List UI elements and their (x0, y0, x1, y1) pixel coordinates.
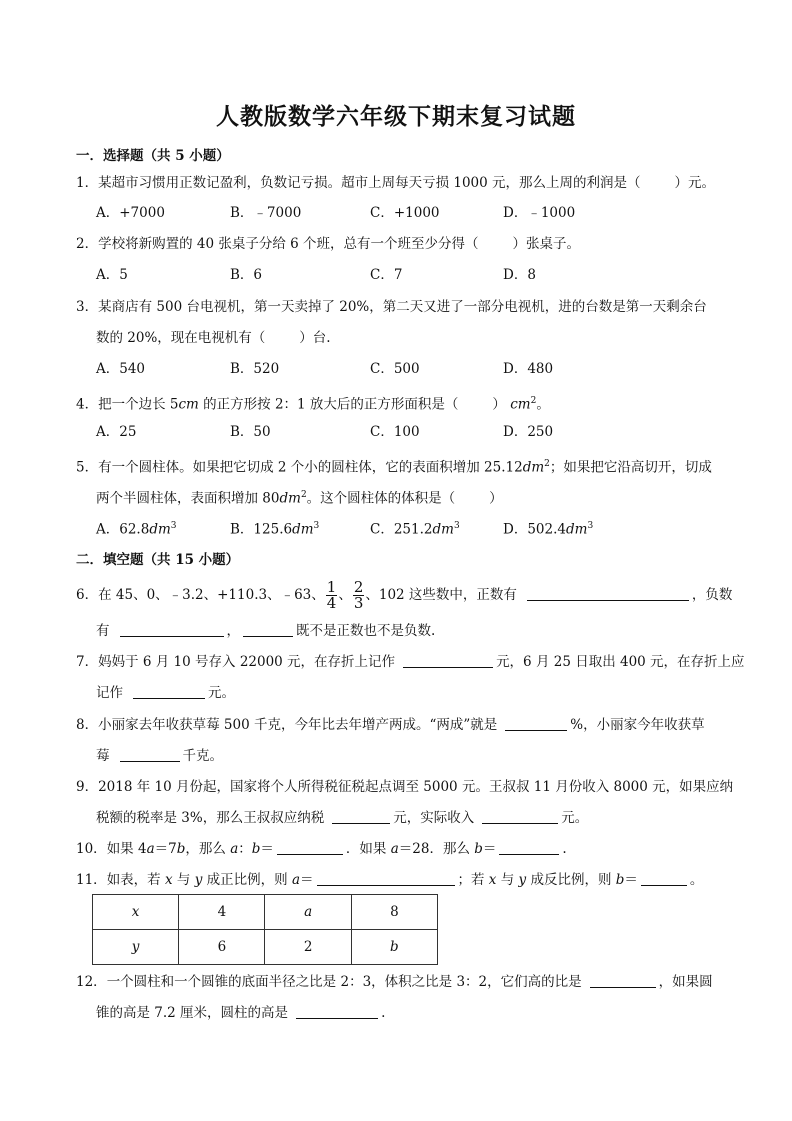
option-a[interactable]: A．5 (96, 267, 128, 283)
question-text: 2018 年 10 月份起，国家将个人所得税征税起点调至 5000 元。王叔叔 11 月份收入 8000 元，如果应纳 (98, 779, 734, 795)
question-text: 有 (96, 623, 110, 639)
question-text: 在 45、0、﹣3.2、+110.3、﹣63、 (98, 587, 325, 603)
question-number: 4． (76, 396, 99, 413)
unit: cm (178, 396, 199, 413)
question-number: 11． (76, 872, 107, 888)
table-row (93, 930, 438, 965)
answer-blank[interactable] (243, 622, 293, 637)
question-text: 莓 (96, 748, 110, 764)
option-c[interactable]: C．7 (370, 267, 403, 283)
question-text: 税额的税率是 3%，那么王叔叔应纳税 (96, 810, 325, 826)
question-text: ）张桌子。 (512, 236, 581, 252)
question-text: 。 (536, 396, 550, 413)
question-7-cont (96, 683, 235, 703)
option-b[interactable]: B．﹣7000 (230, 205, 302, 221)
unit: dm (522, 459, 545, 476)
question-9 (76, 777, 733, 797)
section-heading-choice: 一．选择题（共 5 小题） (76, 148, 230, 164)
question-text: 妈妈于 6 月 10 号存入 22000 元，在存折上记作 (98, 654, 396, 670)
fraction-one-quarter: $\frac{1}{4}$ (326, 578, 337, 612)
question-text: ）台. (299, 330, 331, 346)
page-title: 人教版数学六年级下期末复习试题 (216, 103, 576, 130)
question-1 (76, 173, 715, 193)
question-text: ） (489, 490, 503, 507)
question-text: 锥的高是 7.2 厘米，圆柱的高是 (96, 1005, 289, 1021)
answer-blank[interactable] (641, 871, 687, 886)
option-d[interactable]: D．8 (503, 267, 536, 283)
option-b[interactable]: B．$125.6dm^3$ (230, 521, 320, 538)
superscript: 2 (544, 459, 550, 469)
option-d[interactable]: D．250 (503, 424, 554, 440)
question-text: 元，6 月 25 日取出 400 元，在存折上应 (496, 654, 745, 670)
question-text: 元，实际收入 (393, 810, 475, 826)
answer-blank[interactable] (590, 973, 656, 988)
question-number: 10． (76, 841, 107, 857)
question-text: 、102 这些数中，正数有 (365, 587, 517, 603)
question-3 (76, 297, 707, 317)
question-6: 6．在 45、0、﹣3.2、+110.3、﹣63、 $\frac{1}{4}$ 、 $\frac{2}{3}$ 、102 这些数中，正数有 ，负数 (76, 578, 733, 612)
option-d[interactable]: D．﹣1000 (503, 205, 576, 221)
option-d[interactable]: D．$502.4dm^3$ (503, 521, 594, 538)
question-6-cont (96, 621, 435, 641)
question-text: ， (226, 623, 240, 639)
question-5 (76, 454, 712, 478)
question-text: 千克。 (182, 748, 223, 764)
question-number: 1． (76, 175, 99, 191)
question-text: 某超市习惯用正数记盈利，负数记亏损。超市上周每天亏损 1000 元，那么上周的利润是（ (98, 175, 641, 191)
answer-blank[interactable] (332, 809, 390, 824)
question-4 (76, 391, 550, 415)
question-text: 的正方形按 2：1 放大后的正方形面积是（ (198, 396, 459, 413)
fraction-two-thirds: $\frac{2}{3}$ (353, 578, 364, 612)
question-text: 既不是正数也不是负数. (296, 623, 436, 639)
question-text: ）元。 (674, 175, 716, 191)
question-text: 记作 (96, 685, 123, 701)
question-text: ；如果把它沿高切开，切成 (549, 459, 712, 476)
question-text: 某商店有 500 台电视机，第一天卖掉了 20%，第二天又进了一部分电视机，进的台数是第一天剩余台 (98, 299, 707, 315)
answer-blank[interactable] (277, 840, 343, 855)
table-cell: 2 (265, 930, 351, 965)
question-2 (76, 234, 580, 254)
question-number: 12． (76, 974, 107, 990)
question-text: 有一个圆柱体。如果把它切成 2 个小的圆柱体，它的表面积增加 25.12 (98, 459, 523, 476)
option-a[interactable]: A．$62.8dm^3$ (96, 521, 177, 538)
question-number: 3． (76, 299, 99, 315)
table-cell: b (351, 930, 437, 965)
question-text: 学校将新购置的 40 张桌子分给 6 个班，总有一个班至少分得（ (98, 236, 479, 252)
question-number: 8． (76, 717, 99, 733)
option-d[interactable]: D．480 (503, 361, 554, 377)
table-row (93, 895, 438, 930)
question-text: . (381, 1005, 386, 1021)
question-text: %，小丽家今年收获草 (570, 717, 705, 733)
table-cell: 8 (351, 895, 437, 930)
question-12 (76, 972, 713, 992)
answer-blank[interactable] (403, 653, 493, 668)
unit: cm (510, 396, 531, 413)
table-cell: 4 (179, 895, 265, 930)
question-number: 5． (76, 459, 99, 476)
unit: dm (279, 490, 301, 507)
table-cell: 6 (179, 930, 265, 965)
answer-blank[interactable] (482, 809, 558, 824)
question-10: 10．如果 4a＝7b，那么 a：b＝ ．如果 a＝28．那么 b＝ . (76, 841, 567, 857)
question-text: 小丽家去年收获草莓 500 千克，今年比去年增产两成。“两成”就是 (98, 717, 498, 733)
question-8 (76, 715, 705, 735)
question-9-cont (96, 808, 588, 828)
table-cell: a (265, 895, 351, 930)
answer-blank[interactable] (505, 716, 567, 731)
question-text: 元。 (561, 810, 589, 826)
answer-blank[interactable] (499, 840, 559, 855)
question-number: 7． (76, 654, 99, 670)
question-text: ，负数 (691, 587, 733, 603)
question-text: ） (492, 396, 506, 413)
option-b[interactable]: B．6 (230, 267, 263, 283)
option-c[interactable]: C．500 (370, 361, 420, 377)
option-a[interactable]: A．+7000 (96, 205, 165, 221)
answer-blank[interactable] (296, 1004, 378, 1019)
superscript: 2 (300, 490, 307, 500)
option-c[interactable]: C．100 (370, 424, 420, 440)
question-5-cont (96, 485, 503, 509)
answer-blank[interactable] (120, 622, 224, 637)
question-number: 6． (76, 587, 99, 603)
answer-blank[interactable] (133, 684, 205, 699)
question-number: 2． (76, 236, 99, 252)
question-text: 两个半圆柱体，表面积增加 80 (96, 490, 280, 507)
option-c[interactable]: C．$251.2dm^3$ (370, 521, 460, 538)
section-heading-fill: 二．填空题（共 15 小题） (76, 552, 240, 568)
option-c[interactable]: C．+1000 (370, 205, 440, 221)
question-3-cont (96, 328, 331, 348)
table-cell: x (93, 895, 179, 930)
question-number: 9． (76, 779, 99, 795)
question-text: 。这个圆柱体的体积是（ (306, 490, 456, 507)
option-b[interactable]: B．520 (230, 361, 280, 377)
question-text: 数的 20%，现在电视机有（ (96, 330, 266, 346)
table-cell: y (93, 930, 179, 965)
question-7 (76, 652, 745, 672)
question-8-cont (96, 746, 223, 766)
proportion-table (92, 894, 438, 965)
question-12-cont (96, 1003, 385, 1023)
answer-blank[interactable] (527, 586, 689, 601)
answer-blank[interactable] (317, 871, 455, 886)
option-a[interactable]: A．540 (96, 361, 146, 377)
question-text: ，如果圆 (658, 974, 713, 990)
question-11: 11．如表，若 x 与 y 成正比例，则 a＝ ；若 x 与 y 成反比例，则 b＝ 。 (76, 872, 704, 888)
question-text: 把一个边长 5 (98, 396, 179, 413)
superscript: 2 (530, 396, 537, 406)
question-text: 元。 (208, 685, 235, 701)
option-b[interactable]: B．50 (230, 424, 271, 440)
option-a[interactable]: A．25 (96, 424, 137, 440)
answer-blank[interactable] (120, 747, 180, 762)
question-text: 一个圆柱和一个圆锥的底面半径之比是 2：3，体积之比是 3：2，它们高的比是 (106, 974, 582, 990)
